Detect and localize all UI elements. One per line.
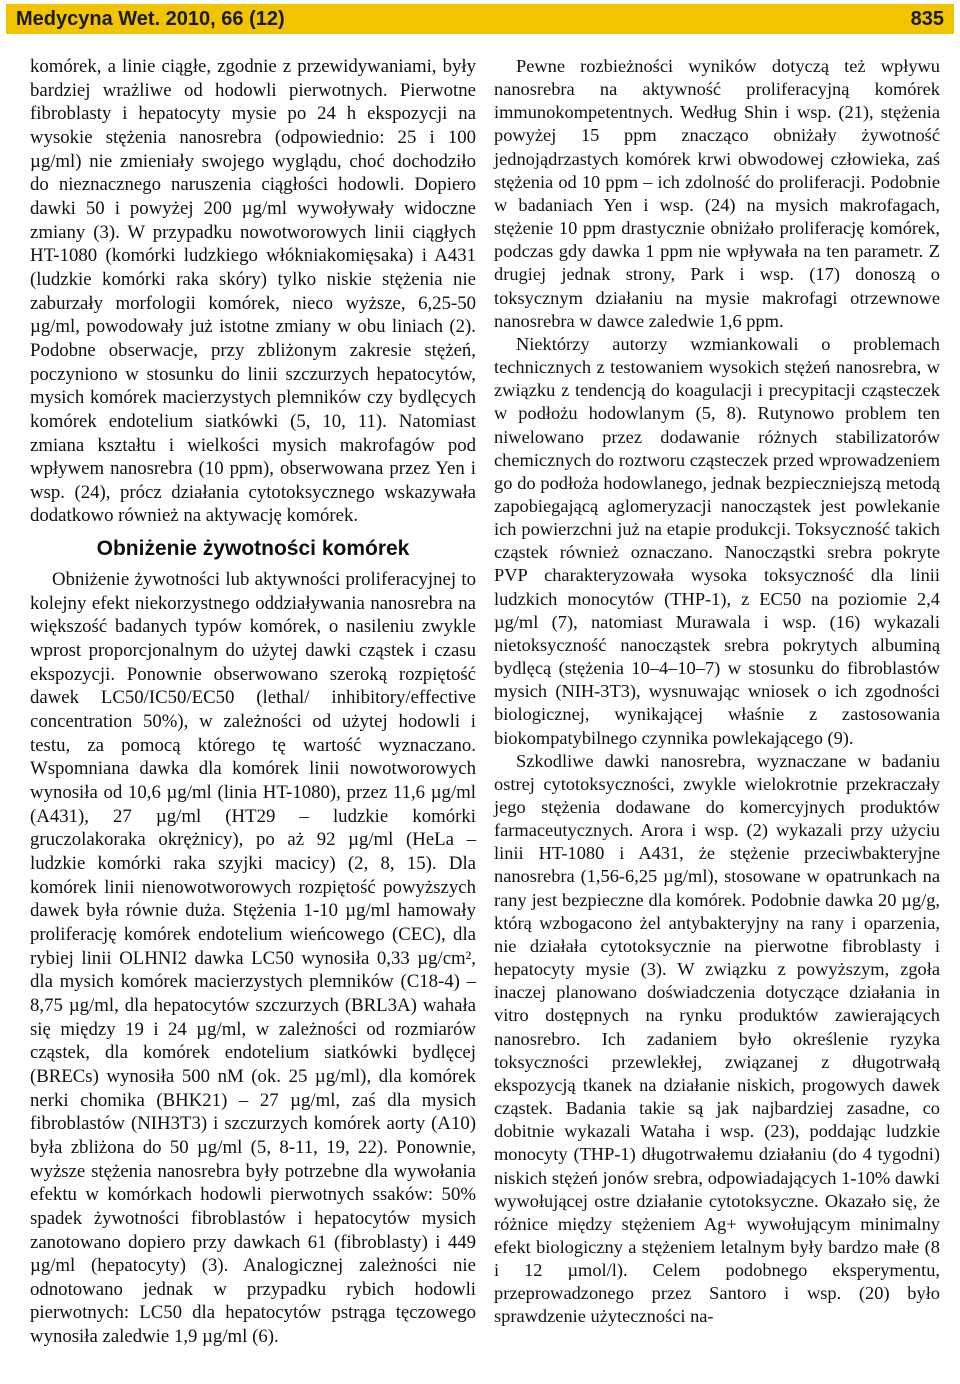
paragraph: Niektórzy autorzy wzmiankowali o problemach technicznych z testowaniem wysokich stężeń nanosrebra, w związku z tendencją do koagulacji i precypitacji cząsteczek w podłożu hodowlanym (5, 8). Rutynowo problem ten niwelowano przez dodawanie różnych stabilizatorów chemicznych do roztworu cząsteczek przed wprowadzeniem go do podłoża hodowlanego, jednak bezpieczniejszą metodą zapobiegającą aglomeryzacji nanocząstek jest powlekanie ich powierzchni już na etapie produkcji. Toksyczność takich cząstek również oznaczano. Nanocząstki srebra pokryte PVP charakteryzowała wysoka toksyczność dla linii ludzkich monocytów (THP-1), z EC50 na poziomie 2,4 µg/ml (7), natomiast Murawala i wsp. (16) wykazali nietoksyczność nanocząstek srebra pokrytych albuminą bydlęcą (stężenia 10–4–10–7) w stosunku do fibroblastów mysich (NIH-3T3), wysnuwając wniosek o ich zgodności biologicznej, wynikającej właśnie z zastosowania biokompatybilnego czynnika powlekającego (9). [494,333,940,748]
paragraph: komórek, a linie ciągłe, zgodnie z przewidywaniami, były bardziej wrażliwe od hodowli pierwotnych. Pierwotne fibroblasty i hepatocyty mysie po 24 h ekspozycji na wysokie stężenia nanosrebra (odpowiednio: 25 i 100 µg/ml) nie zmieniały swojego wyglądu, choć dochodziło do nieznacznego naruszenia ciągłości hodowli. Dopiero dawki 50 i powyżej 200 µg/ml wywoływały widoczne zmiany (3). W przypadku nowotworowych linii ciągłych HT-1080 (komórki ludzkiego włókniakomięsaka) i A431 (ludzkie komórki raka skóry) tylko niskie stężenia nie zaburzały morfologii komórek, nieco wyższe, 6,25-50 µg/ml, powodowały już istotne zmiany w obu liniach (2). Podobne obserwacje, przy zbliżonym zakresie stężeń, poczyniono w stosunku do linii szczurzych hepatocytów, mysich komórek macierzystych plemników czy bydlęcych komórek endotelium siatkówki (5, 10, 11). Natomiast zmiana kształtu i wielkości mysich makrofagów pod wpływem nanosrebra (10 ppm), obserwowana przez Yen i wsp. (24), prócz działania cytotoksycznego wskazywała dodatkowo również na aktywację komórek. [30,56,476,527]
paragraph: Pewne rozbieżności wyników dotyczą też wpływu nanosrebra na aktywność proliferacyjną komórek immunokompetentnych. Według Shin i wsp. (21), stężenia powyżej 15 ppm znacząco obniżały żywotność jednojądrzastych komórek krwi obwodowej człowieka, zaś stężenia od 10 ppm – ich zdolność do proliferacji. Podobnie w badaniach Yen i wsp. (24) na mysich makrofagach, stężenie 10 ppm drastycznie obniżało proliferację komórek, podczas gdy dawka 1 ppm nie wpływała na ten parametr. Z drugiej jednak strony, Park i wsp. (17) donoszą o toksycznym działaniu na mysie makrofagi otrzewnowe nanosrebra w dawce zaledwie 1,6 ppm. [494,56,940,331]
page-header [6,4,954,34]
journal-citation: Medycyna Wet. 2010, 66 (12) [16,7,285,30]
paragraph: Obniżenie żywotności lub aktywności proliferacyjnej to kolejny efekt niekorzystnego oddziaływania nanosrebra na większość badanych typów komórek, o nasileniu zwykle wprost proporcjonalnym do użytej dawki cząstek i czasu ekspozycji. Ponownie obserwowano szeroką rozpiętość dawek LC50/IC50/EC50 (lethal/ inhibitory/effective concentration 50%), w zależności od użytej hodowli i testu, za pomocą którego tę wartość wyznaczano. Wspomniana dawka dla komórek linii nowotworowych wynosiła od 10,6 µg/ml (linia HT-1080), przez 11,6 µg/ml (A431), 27 µg/ml (HT29 – ludzkie komórki gruczolakoraka okrężnicy), po aż 92 µg/ml (HeLa – ludzkie komórki raka szyjki macicy) (2, 8, 15). Dla komórek linii nienowotworowych rozpiętość powyższych dawek była równie duża. Stężenia 1-10 µg/ml hamowały proliferację komórek endotelium wieńcowego (CEC), dla rybiej linii OLHNI2 dawka LC50 wynosiła 0,33 µg/cm², dla mysich komórek macierzystych plemników (C18-4) – 8,75 µg/ml, dla hepatocytów szczurzych (BRL3A) wahała się między 19 i 24 µg/ml, w zależności od rozmiarów cząstek, dla komórek endotelium siatkówki bydlęcej (BRECs) wynosiła 500 nM (ok. 25 µg/ml), dla komórek nerki chomika (BHK21) – 27 µg/ml, zaś dla mysich fibroblastów (NIH3T3) i szczurzych komórek aorty (A10) była zbliżona do 50 µg/ml (5, 8-11, 19, 22). Ponownie, wyższe stężenia nanosrebra były potrzebne dla wywołania efektu w komórkach hodowli pierwotnych ssaków: 50% spadek żywotności fibroblastów i hepatocytów mysich zanotowano dopiero przy dawkach 61 (fibroblasty) i 449 µg/ml (hepatocyty) (3). Analogicznej zależności nie odnotowano jednak w przypadku rybich hodowli pierwotnych: LC50 dla hepatocytów pstrąga tęczowego wynosiła zaledwie 1,9 µg/ml (6). [30,569,476,1348]
section-heading: Obniżenie żywotności komórek [96,537,410,561]
paragraph: Szkodliwe dawki nanosrebra, wyznaczane w badaniu ostrej cytotoksyczności, zwykle wielokrotnie przekraczały jego stężenia dodawane do komercyjnych produktów farmaceutycznych. Arora i wsp. (2) wykazali przy użyciu linii HT-1080 i A431, że stężenie przeciwbakteryjne nanosrebra (1,56-6,25 µg/ml), stosowane w opatrunkach na rany jest bezpieczne dla komórek. Podobnie dawka 20 µg/g, którą wzbogacono żel antybakteryjny na rany i oparzenia, nie działała cytotoksycznie na pierwotne fibroblasty i hepatocyty mysie (3). W związku z powyższym, zgoła inaczej planowano doświadczenia dotyczące działania in vitro dostępnych na rynku produktów zawierających nanosrebro. Ich zadaniem było określenie ryzyka toksyczności przewlekłej, związanej z długotrwałą ekspozycją tkanek na działanie niskich, progowych dawek cząstek. Badania takie są jak najbardziej zasadne, co dobitnie wykazali Wataha i wsp. (23), poddając ludzkie monocyty (THP-1) długotrwałemu działaniu (do 4 tygodni) niskich stężeń jonów srebra, odpowiadających 1-10% dawki wywołującej ostre działanie cytotoksyczne. Okazało się, że różnice między stężeniem Ag+ wywołującym minimalny efekt biologiczny a stężeniem letalnym były bardzo małe (8 i 12 µmol/l). Celem podobnego eksperymentu, przeprowadzonego przez Santoro i wsp. (20) było sprawdzenie użyteczności na- [494,750,940,1327]
left-column [30,55,476,1349]
page-number: 835 [910,7,944,30]
right-column [494,55,940,1329]
